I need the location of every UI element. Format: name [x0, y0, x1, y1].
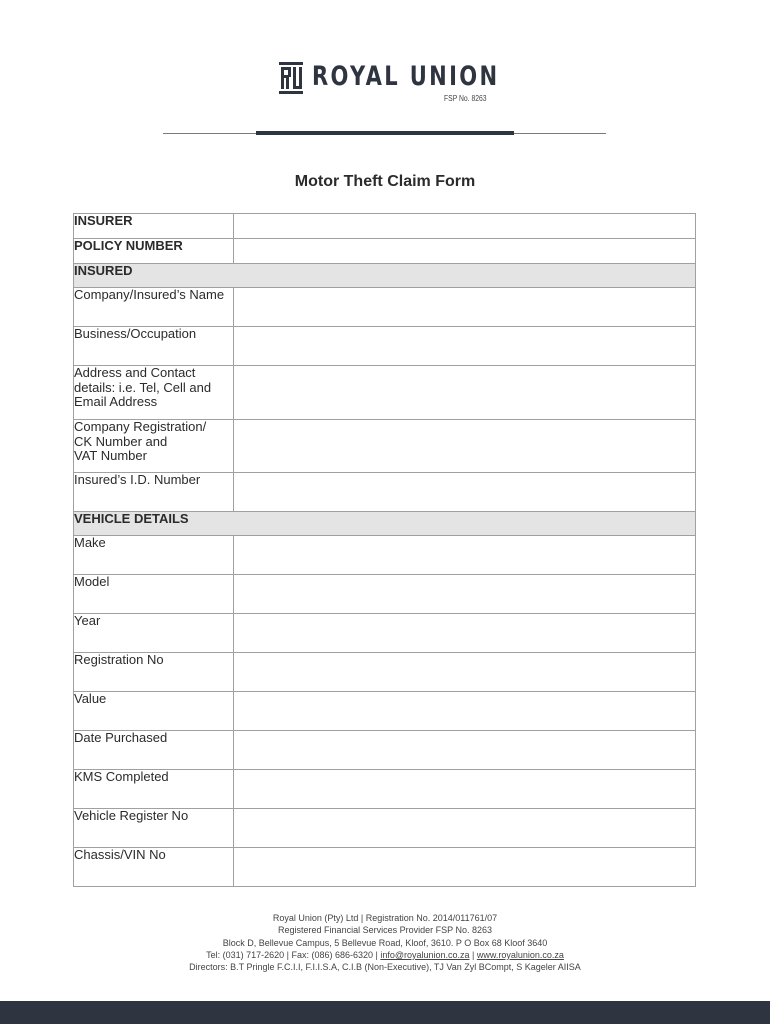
footer-directors: Directors: B.T Pringle F.C.I.I, F.I.I.S.A, C.I.B (Non-Executive), TJ Van Zyl BCompt, S Kageler AIISA [189, 962, 581, 973]
field-label: Registration No [74, 653, 234, 692]
field-label-line: Company Registration/ [74, 419, 207, 434]
insured-id-field[interactable] [234, 473, 696, 512]
model-field[interactable] [234, 575, 696, 614]
year-field[interactable] [234, 614, 696, 653]
form-row-registration-no [74, 653, 696, 692]
field-label: Chassis/VIN No [74, 848, 234, 887]
form-row-chassis-vin [74, 848, 696, 887]
business-field[interactable] [234, 327, 696, 366]
form-row-model [74, 575, 696, 614]
form-row-policy-number [74, 239, 696, 264]
section-heading: VEHICLE DETAILS [74, 512, 696, 536]
form-row-vehicle-register-no [74, 809, 696, 848]
claim-form-table [73, 213, 696, 887]
brand-name: ROYAL UNION [312, 61, 500, 92]
email-link[interactable]: info@royalunion.co.za [380, 949, 470, 960]
form-row-value [74, 692, 696, 731]
company-name-field[interactable] [234, 288, 696, 327]
field-label-line: VAT Number [74, 448, 147, 463]
field-label: Company/Insured’s Name [74, 288, 234, 327]
form-row-year [74, 614, 696, 653]
kms-completed-field[interactable] [234, 770, 696, 809]
field-label [74, 420, 234, 473]
fsp-number: FSP No. 8263 [444, 94, 487, 103]
form-row-business [74, 327, 696, 366]
footer-separator: | [469, 949, 477, 960]
website-link[interactable]: www.royalunion.co.za [476, 949, 564, 960]
field-label: Year [74, 614, 234, 653]
field-label: INSURER [74, 214, 234, 239]
field-label: Value [74, 692, 234, 731]
footer-contact [0, 949, 770, 961]
insurer-field[interactable] [234, 214, 696, 239]
address-field[interactable] [234, 366, 696, 420]
section-vehicle-details [74, 512, 696, 536]
form-row-make [74, 536, 696, 575]
field-label: Vehicle Register No [74, 809, 234, 848]
field-label: Model [74, 575, 234, 614]
header-divider-thick [256, 131, 514, 135]
field-label: Make [74, 536, 234, 575]
policy-number-field[interactable] [234, 239, 696, 264]
form-row-company-registration [74, 420, 696, 473]
company-registration-field[interactable] [234, 420, 696, 473]
field-label-line: CK Number and [74, 433, 168, 449]
form-row-date-purchased [74, 731, 696, 770]
field-label: Business/Occupation [74, 327, 234, 366]
footer-address: Block D, Bellevue Campus, 5 Bellevue Road, Kloof, 3610. P O Box 68 Kloof 3640 [222, 937, 548, 948]
date-purchased-field[interactable] [234, 731, 696, 770]
form-title: Motor Theft Claim Form [294, 173, 476, 190]
vehicle-register-no-field[interactable] [234, 809, 696, 848]
make-field[interactable] [234, 536, 696, 575]
form-row-insured-id [74, 473, 696, 512]
form-row-insurer [74, 214, 696, 239]
footer-registration: Royal Union (Pty) Ltd | Registration No. 2014/011761/07 [272, 913, 498, 923]
footer-company-details [0, 912, 770, 973]
ru-monogram-icon [279, 62, 303, 94]
section-insured [74, 264, 696, 288]
chassis-vin-field[interactable] [234, 848, 696, 887]
royal-union-logo [279, 60, 519, 106]
field-label: Address and Contact details: i.e. Tel, Cell and Email Address [74, 366, 234, 420]
form-row-kms-completed [74, 770, 696, 809]
registration-no-field[interactable] [234, 653, 696, 692]
form-row-address [74, 366, 696, 420]
footer-bar [0, 1001, 770, 1024]
footer-phone-fax: Tel: (031) 717-2620 | Fax: (086) 686-6320 | [206, 949, 381, 960]
field-label: Insured’s I.D. Number [74, 473, 234, 512]
field-label: KMS Completed [74, 770, 234, 809]
field-label: Date Purchased [74, 731, 234, 770]
footer-fsp: Registered Financial Services Provider FSP No. 8263 [278, 925, 492, 936]
field-label: POLICY NUMBER [74, 239, 234, 264]
value-field[interactable] [234, 692, 696, 731]
section-heading: INSURED [74, 264, 696, 288]
form-row-company-name [74, 288, 696, 327]
